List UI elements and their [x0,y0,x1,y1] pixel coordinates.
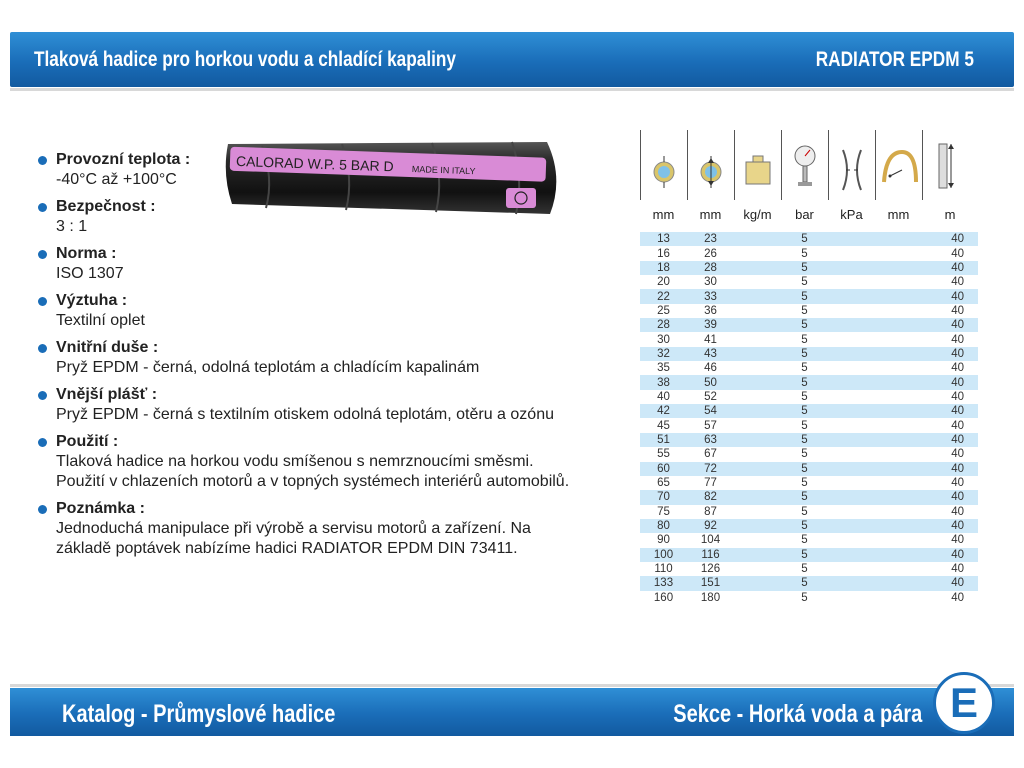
table-row [640,289,978,303]
cell-outer-diameter: 67 [704,448,717,461]
property-value: ISO 1307 [56,265,124,282]
property-value: Tlaková hadice na horkou vodu smíšenou s nemrznoucími směsmi. [56,453,534,470]
property-heading [38,385,658,405]
outer-diameter-icon [687,130,734,200]
cell-length: 40 [951,505,964,518]
cell-weight [734,404,781,418]
cell-bend-radius [875,275,922,289]
cell-length: 40 [922,289,978,303]
cell-pressure: 5 [801,247,808,260]
cell-vacuum [828,476,875,490]
cell-pressure: 5 [801,448,808,461]
cell-pressure: 5 [781,318,828,332]
cell-outer-diameter: 82 [687,490,734,504]
property-label: Bezpečnost : [56,198,156,215]
cell-bend-radius [875,533,922,547]
property-item [38,150,658,190]
unit-id: mm [652,207,675,222]
cell-outer-diameter: 23 [687,232,734,246]
property-label: Poznámka : [56,500,145,517]
cell-outer-diameter: 116 [687,548,734,562]
table-row [640,462,978,476]
cell-length: 40 [951,477,964,490]
cell-inner-diameter: 42 [640,404,687,418]
unit-length: m [944,207,956,222]
property-item [38,244,658,284]
cell-bend-radius [875,562,922,576]
cell-length: 40 [922,347,978,361]
cell-inner-diameter: 60 [640,462,687,476]
cell-vacuum [828,490,875,504]
cell-length: 40 [951,534,964,547]
cell-length: 40 [951,276,964,289]
footer-divider [10,684,1014,687]
table-row [640,548,978,562]
cell-pressure: 5 [781,347,828,361]
cell-weight [734,347,781,361]
header-bar [10,32,1014,87]
cell-vacuum [828,519,875,533]
property-heading [38,499,658,519]
cell-inner-diameter: 100 [640,548,687,562]
cell-vacuum [828,332,875,346]
cell-weight [734,232,781,246]
cell-length: 40 [922,318,978,332]
cell-length: 40 [922,462,978,476]
cell-bend-radius [875,519,922,533]
cell-vacuum [828,562,875,576]
cell-outer-diameter: 72 [687,462,734,476]
property-heading [38,338,658,358]
table-row [640,433,978,447]
cell-vacuum [828,447,875,461]
properties-list [38,150,658,566]
cell-inner-diameter: 55 [657,448,670,461]
cell-weight [734,519,781,533]
hose-print-origin: MADE IN ITALY [411,164,476,177]
cell-bend-radius [875,404,922,418]
cell-bend-radius [875,433,922,447]
property-label: Norma : [56,245,117,262]
spec-table [640,232,978,605]
cell-length: 40 [951,563,964,576]
cell-length: 40 [922,548,978,562]
cell-weight [734,576,781,590]
bullet-icon [38,203,47,212]
cell-vacuum [828,390,875,404]
cell-pressure: 5 [801,276,808,289]
cell-pressure: 5 [801,390,808,403]
cell-inner-diameter: 28 [640,318,687,332]
inner-diameter-icon [640,130,687,200]
property-heading [38,244,658,264]
cell-vacuum [828,505,875,519]
page-title: Tlaková hadice pro horkou vodu a chladící kapaliny [34,48,457,71]
property-value: Použití v chlazeních motorů a v topných systémech interiérů automobilů. [56,473,570,490]
cell-weight [734,275,781,289]
cell-vacuum [828,304,875,318]
cell-pressure: 5 [801,591,808,604]
cell-weight [734,289,781,303]
cell-inner-diameter: 65 [657,477,670,490]
bullet-icon [38,438,47,447]
cell-outer-diameter: 43 [687,347,734,361]
cell-length: 40 [951,304,964,317]
cell-length: 40 [951,390,964,403]
table-row [640,505,978,519]
cell-vacuum [828,433,875,447]
cell-bend-radius [875,447,922,461]
cell-vacuum [828,375,875,389]
cell-weight [734,261,781,275]
cell-weight [734,246,781,260]
cell-vacuum [828,246,875,260]
cell-bend-radius [875,462,922,476]
cell-bend-radius [875,548,922,562]
cell-bend-radius [875,318,922,332]
table-row [640,275,978,289]
table-row [640,232,978,246]
section-badge [933,672,995,734]
cell-outer-diameter: 57 [704,419,717,432]
cell-outer-diameter: 41 [704,333,717,346]
table-row [640,261,978,275]
cell-pressure: 5 [781,548,828,562]
cell-length: 40 [922,433,978,447]
unit-od: mm [699,207,722,222]
cell-bend-radius [875,591,922,605]
cell-weight [734,332,781,346]
cell-weight [734,318,781,332]
cell-weight [734,490,781,504]
vacuum-icon [828,130,875,200]
cell-inner-diameter: 110 [654,563,673,576]
cell-pressure: 5 [781,490,828,504]
cell-inner-diameter: 20 [657,276,670,289]
table-row [640,246,978,260]
cell-bend-radius [875,390,922,404]
cell-bend-radius [875,490,922,504]
cell-pressure: 5 [801,534,808,547]
table-row [640,576,978,590]
table-row [640,533,978,547]
cell-vacuum [828,576,875,590]
cell-weight [734,548,781,562]
property-heading [38,197,658,217]
header-divider [10,88,1014,91]
cell-outer-diameter: 28 [687,261,734,275]
property-value: Jednoduchá manipulace při výrobě a servisu motorů a zařízení. Na [56,520,531,537]
cell-outer-diameter: 46 [704,362,717,375]
cell-bend-radius [875,576,922,590]
cell-pressure: 5 [801,419,808,432]
bend-radius-icon [875,130,922,200]
cell-inner-diameter: 40 [657,390,670,403]
cell-bend-radius [875,232,922,246]
cell-pressure: 5 [781,375,828,389]
cell-pressure: 5 [801,304,808,317]
unit-vacuum: kPa [840,207,863,222]
cell-length: 40 [951,333,964,346]
cell-weight [734,433,781,447]
cell-outer-diameter: 87 [704,505,717,518]
section-letter: E [949,679,978,726]
cell-length: 40 [922,576,978,590]
cell-bend-radius [875,289,922,303]
cell-inner-diameter: 35 [657,362,670,375]
property-item [38,432,658,492]
property-label: Použití : [56,433,119,450]
cell-inner-diameter: 45 [657,419,670,432]
cell-outer-diameter: 26 [704,247,717,260]
cell-inner-diameter: 133 [640,576,687,590]
cell-pressure: 5 [781,433,828,447]
table-row [640,304,978,318]
unit-weight: kg/m [743,207,772,222]
cell-outer-diameter: 50 [687,375,734,389]
cell-inner-diameter: 38 [640,375,687,389]
cell-inner-diameter: 51 [640,433,687,447]
table-row [640,490,978,504]
cell-bend-radius [875,246,922,260]
cell-vacuum [828,404,875,418]
cell-pressure: 5 [801,477,808,490]
cell-length: 40 [951,419,964,432]
cell-vacuum [828,533,875,547]
property-value: -40°C až +100°C [56,171,177,188]
pressure-gauge-icon [781,130,828,200]
property-item [38,197,658,237]
cell-length: 40 [951,362,964,375]
cell-pressure: 5 [801,362,808,375]
cell-length: 40 [951,247,964,260]
table-row [640,418,978,432]
cell-length: 40 [922,490,978,504]
cell-weight [734,361,781,375]
cell-weight [734,390,781,404]
cell-inner-diameter: 18 [640,261,687,275]
cell-weight [734,476,781,490]
cell-weight [734,591,781,605]
cell-weight [734,462,781,476]
cell-outer-diameter: 36 [704,304,717,317]
cell-pressure: 5 [781,232,828,246]
cell-length: 40 [951,591,964,604]
property-item [38,291,658,331]
cell-weight [734,375,781,389]
cell-outer-diameter: 63 [687,433,734,447]
cell-vacuum [828,418,875,432]
cell-vacuum [828,232,875,246]
cell-bend-radius [875,347,922,361]
table-row [640,375,978,389]
table-row [640,447,978,461]
cell-inner-diameter: 75 [657,505,670,518]
property-item [38,499,658,559]
cell-inner-diameter: 70 [640,490,687,504]
cell-outer-diameter: 39 [687,318,734,332]
cell-pressure: 5 [801,563,808,576]
property-item [38,385,658,425]
cell-outer-diameter: 126 [700,563,721,576]
cell-bend-radius [875,375,922,389]
cell-pressure: 5 [801,505,808,518]
unit-pressure: bar [795,207,814,222]
cell-vacuum [828,548,875,562]
weight-icon [734,130,781,200]
cell-bend-radius [875,332,922,346]
cell-bend-radius [875,418,922,432]
cell-outer-diameter: 104 [700,534,721,547]
cell-bend-radius [875,476,922,490]
cell-inner-diameter: 90 [657,534,670,547]
section-label: Sekce - Horká voda a pára [672,700,922,728]
property-heading [38,150,658,170]
property-label: Výztuha : [56,292,128,309]
cell-bend-radius [875,304,922,318]
property-label: Vnitřní duše : [56,339,159,356]
cell-outer-diameter: 92 [687,519,734,533]
cell-vacuum [828,462,875,476]
cell-length: 40 [922,375,978,389]
cell-weight [734,447,781,461]
cell-pressure: 5 [781,289,828,303]
units-row [640,207,980,225]
cell-inner-diameter: 32 [640,347,687,361]
cell-weight [734,304,781,318]
cell-pressure: 5 [801,333,808,346]
catalog-label: Katalog - Průmyslové hadice [62,700,336,728]
cell-bend-radius [875,261,922,275]
table-row [640,347,978,361]
table-row [640,476,978,490]
length-icon [922,130,969,200]
unit-bend-radius: mm [887,207,910,222]
cell-outer-diameter: 151 [687,576,734,590]
cell-vacuum [828,361,875,375]
cell-inner-diameter: 13 [640,232,687,246]
cell-weight [734,505,781,519]
cell-outer-diameter: 54 [687,404,734,418]
cell-vacuum [828,289,875,303]
cell-outer-diameter: 180 [700,591,721,604]
footer-bar [10,688,1014,736]
property-heading [38,432,658,452]
bullet-icon [38,250,47,259]
cell-bend-radius [875,361,922,375]
bullet-icon [38,156,47,165]
property-value: 3 : 1 [56,218,88,235]
cell-outer-diameter: 52 [704,390,717,403]
property-value: Textilní oplet [56,312,145,329]
hose-print-text: CALORAD W.P. 5 BAR D [235,152,394,175]
table-row [640,591,978,605]
property-value: základě poptávek nabízíme hadici RADIATOR EPDM DIN 73411. [56,540,518,557]
cell-inner-diameter: 25 [657,304,670,317]
table-row [640,390,978,404]
bullet-icon [38,391,47,400]
cell-vacuum [828,275,875,289]
cell-pressure: 5 [781,576,828,590]
property-value: Pryž EPDM - černá s textilním otiskem odolná teplotám, otěru a ozónu [56,406,554,423]
cell-pressure: 5 [781,519,828,533]
property-label: Vnější plášť : [56,386,158,403]
table-row [640,404,978,418]
cell-length: 40 [951,448,964,461]
cell-inner-diameter: 30 [657,333,670,346]
property-item [38,338,658,378]
cell-outer-diameter: 77 [704,477,717,490]
cell-length: 40 [922,404,978,418]
property-value: Pryž EPDM - černá, odolná teplotám a chladícím kapalinám [56,359,480,376]
property-label: Provozní teplota : [56,151,191,168]
bullet-icon [38,505,47,514]
cell-bend-radius [875,505,922,519]
cell-inner-diameter: 80 [640,519,687,533]
spec-icons-row [640,130,980,200]
cell-weight [734,562,781,576]
cell-pressure: 5 [781,261,828,275]
cell-length: 40 [922,261,978,275]
cell-inner-diameter: 160 [653,591,674,604]
property-heading [38,291,658,311]
bullet-icon [38,344,47,353]
cell-outer-diameter: 33 [687,289,734,303]
cell-pressure: 5 [781,462,828,476]
cell-vacuum [828,347,875,361]
cell-length: 40 [922,519,978,533]
cell-vacuum [828,318,875,332]
cell-inner-diameter: 16 [657,247,670,260]
cell-inner-diameter: 22 [640,289,687,303]
bullet-icon [38,297,47,306]
cell-vacuum [828,591,875,605]
product-name: RADIATOR EPDM 5 [815,48,974,71]
cell-weight [734,418,781,432]
table-row [640,361,978,375]
cell-outer-diameter: 30 [704,276,717,289]
cell-pressure: 5 [781,404,828,418]
table-row [640,562,978,576]
cell-vacuum [828,261,875,275]
table-row [640,318,978,332]
cell-weight [734,533,781,547]
table-row [640,519,978,533]
cell-length: 40 [922,232,978,246]
table-row [640,332,978,346]
